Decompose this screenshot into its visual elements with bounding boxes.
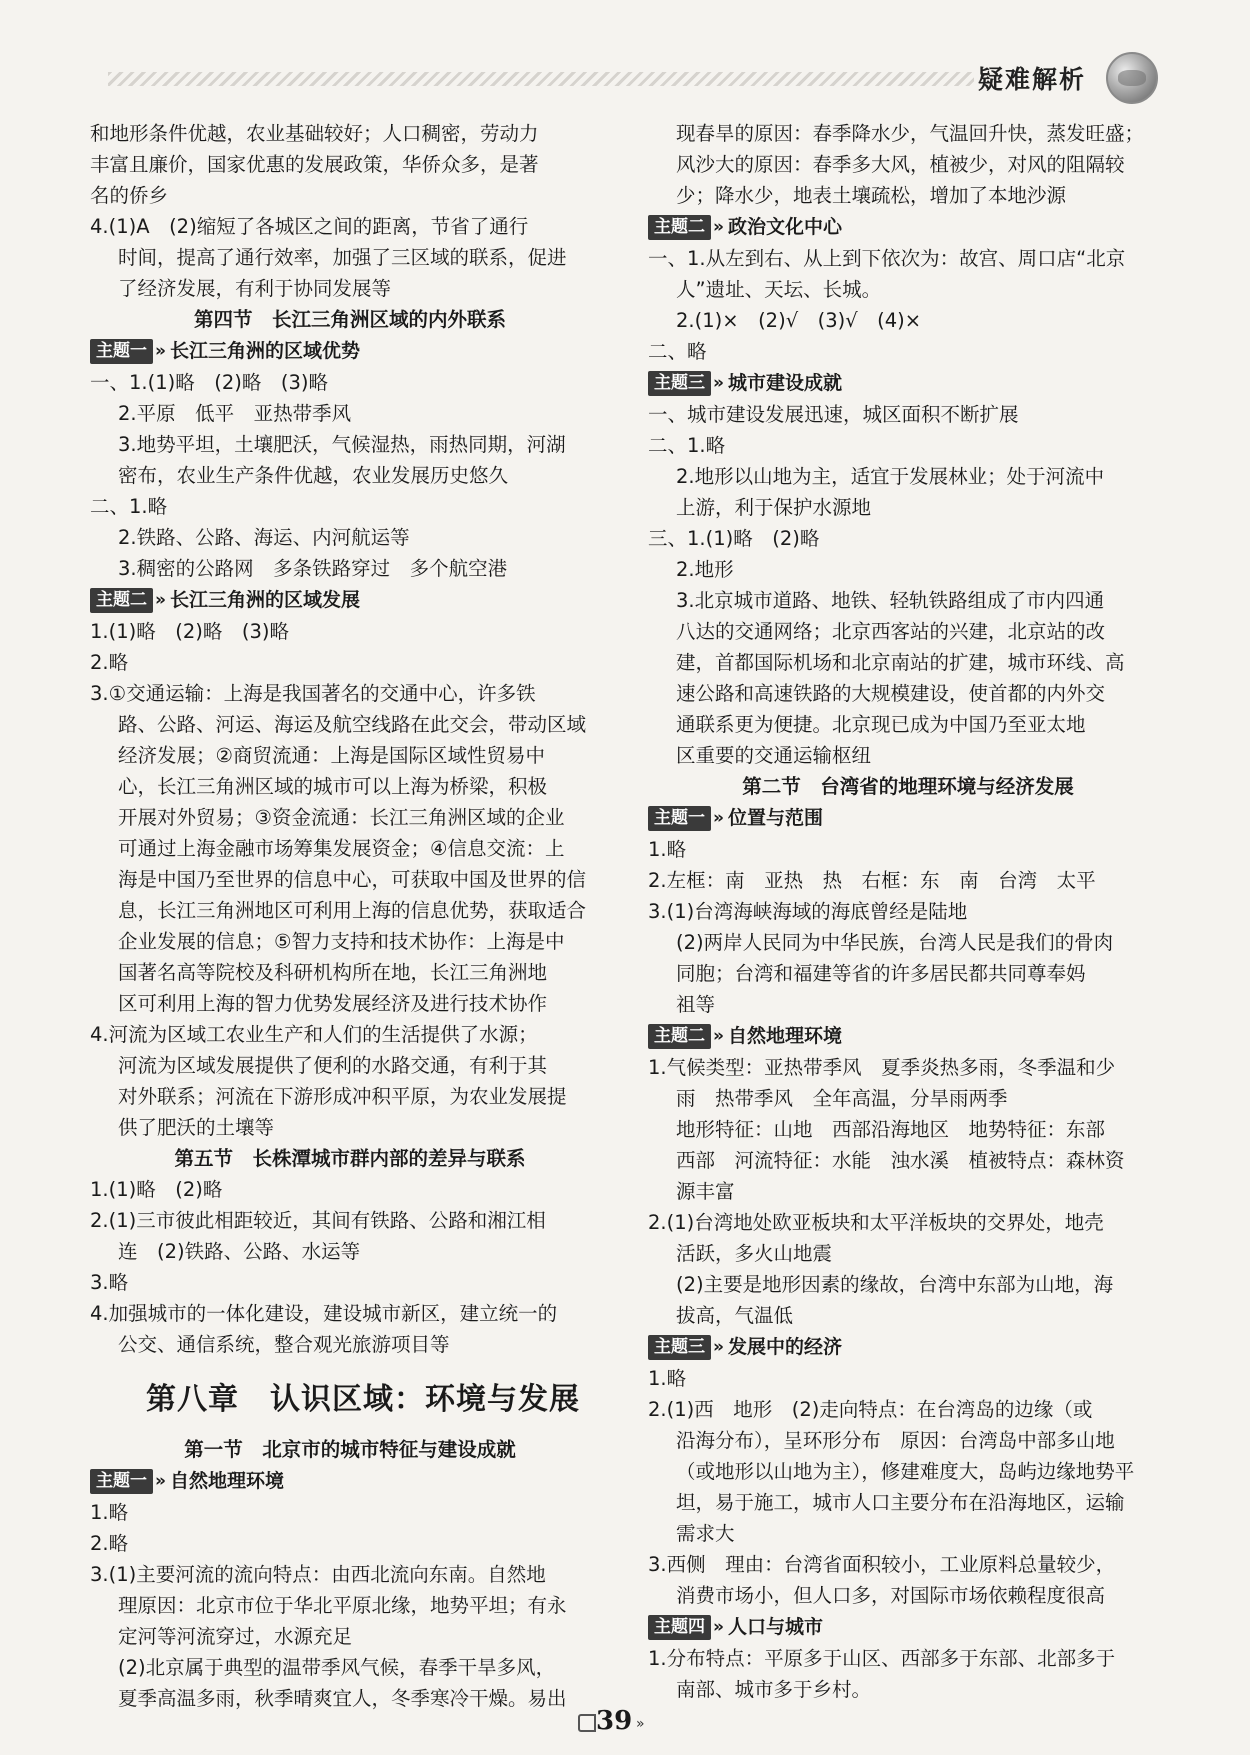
topic-badge: 主题一 <box>90 1469 153 1494</box>
chevron-right-icon: » <box>713 1337 724 1357</box>
topic-heading <box>90 338 610 365</box>
text-line: 开展对外贸易；③资金流通：长江三角洲区域的企业 <box>118 806 565 829</box>
text-line: 连 (2)铁路、公路、水运等 <box>118 1240 361 1263</box>
topic-heading <box>648 370 1168 397</box>
text-line: 1.(1)略 (2)略 (3)略 <box>90 620 289 643</box>
text-line: 1.略 <box>648 838 687 861</box>
text-line: 3.(1)台湾海峡海域的海底曾经是陆地 <box>648 900 968 923</box>
topic-badge: 主题二 <box>90 588 153 613</box>
topic-name: 政治文化中心 <box>727 216 842 238</box>
text-line: 海是中国乃至世界的信息中心，可获取中国及世界的信 <box>118 868 587 891</box>
text-line: 2.略 <box>90 1532 129 1555</box>
chevron-right-icon: » <box>713 1617 724 1637</box>
topic-heading <box>648 1614 1168 1641</box>
topic-heading <box>90 1468 610 1495</box>
topic-heading <box>648 1023 1168 1050</box>
text-line: 2.(1)三市彼此相距较近，其间有铁路、公路和湘江相 <box>90 1209 546 1232</box>
section-title: 第一节 北京市的城市特征与建设成就 <box>184 1438 516 1461</box>
text-line: 供了肥沃的土壤等 <box>118 1116 275 1139</box>
text-line: 3.略 <box>90 1271 129 1294</box>
text-line: 祖等 <box>676 993 716 1016</box>
text-line: 4.加强城市的一体化建设，建设城市新区，建立统一的 <box>90 1302 558 1325</box>
topic-badge: 主题三 <box>648 1335 711 1360</box>
text-line: 2.地形 <box>676 558 734 581</box>
text-line: 速公路和高速铁路的大规模建设，使首都的内外交 <box>676 682 1106 705</box>
topic-name: 自然地理环境 <box>169 1470 284 1492</box>
text-line: 2.略 <box>90 651 129 674</box>
chevron-right-icon: » <box>155 341 166 361</box>
chevron-right-icon: » <box>713 217 724 237</box>
text-line: 时间，提高了通行效率，加强了三区域的联系，促进 <box>118 246 567 269</box>
text-line: 定河等河流穿过，水源充足 <box>118 1625 353 1648</box>
text-line: 3.稠密的公路网 多条铁路穿过 多个航空港 <box>118 557 508 580</box>
text-line: 需求大 <box>676 1522 735 1545</box>
chevron-right-icon: » <box>155 590 166 610</box>
text-line: 一、城市建设发展迅速，城区面积不断扩展 <box>648 403 1019 426</box>
text-line: 消费市场小，但人口多，对国际市场依赖程度很高 <box>676 1584 1106 1607</box>
text-line: 1.(1)略 (2)略 <box>90 1178 223 1201</box>
text-line: 1.略 <box>648 1367 687 1390</box>
right-column <box>648 118 1168 1705</box>
text-line: 南部、城市多于乡村。 <box>676 1678 872 1701</box>
text-line: 企业发展的信息；⑤智力支持和技术协作：上海是中 <box>118 930 565 953</box>
text-line: 路、公路、河运、海运及航空线路在此交会，带动区域 <box>118 713 587 736</box>
text-line: 拔高，气温低 <box>676 1304 794 1327</box>
topic-heading <box>648 214 1168 241</box>
text-line: 2.铁路、公路、海运、内河航运等 <box>118 526 410 549</box>
text-line: 3.地势平坦，土壤肥沃，气候湿热，雨热同期，河湖 <box>118 433 566 456</box>
globe-icon <box>1106 52 1158 104</box>
topic-badge: 主题二 <box>648 215 711 240</box>
text-line: 八达的交通网络；北京西客站的兴建，北京站的改 <box>676 620 1106 643</box>
text-line: 少；降水少，地表土壤疏松，增加了本地沙源 <box>676 184 1067 207</box>
text-line: 2.(1)台湾地处欧亚板块和太平洋板块的交界处，地壳 <box>648 1211 1104 1234</box>
text-line: 3.西侧 理由：台湾省面积较小，工业原料总量较少， <box>648 1553 1116 1576</box>
text-line: 现春旱的原因：春季降水少，气温回升快，蒸发旺盛； <box>676 122 1145 145</box>
text-line: 3.①交通运输：上海是我国著名的交通中心，许多铁 <box>90 682 536 705</box>
text-line: 上游，利于保护水源地 <box>676 496 872 519</box>
text-line: (2)主要是地形因素的缘故，台湾中东部为山地，海 <box>676 1273 1114 1296</box>
text-line: 沿海分布），呈环形分布 原因：台湾岛中部多山地 <box>676 1429 1115 1452</box>
text-line: 建，首都国际机场和北京南站的扩建，城市环线、高 <box>676 651 1125 674</box>
text-line: 源丰富 <box>676 1180 735 1203</box>
topic-name: 自然地理环境 <box>727 1025 842 1047</box>
topic-name: 位置与范围 <box>727 807 823 829</box>
text-line: 活跃，多火山地震 <box>676 1242 833 1265</box>
text-line: 1.气候类型：亚热带季风 夏季炎热多雨，冬季温和少 <box>648 1056 1116 1079</box>
text-line: 通联系更为便捷。北京现已成为中国乃至亚太地 <box>676 713 1086 736</box>
topic-name: 城市建设成就 <box>727 372 842 394</box>
text-line: 雨 热带季风 全年高温，分旱雨两季 <box>676 1087 1008 1110</box>
topic-heading <box>90 587 610 614</box>
header-stripe <box>108 72 974 86</box>
left-column <box>90 118 610 1714</box>
text-line: 坦，易于施工，城市人口主要分布在沿海地区，运输 <box>676 1491 1125 1514</box>
topic-heading <box>648 805 1168 832</box>
topic-name: 发展中的经济 <box>727 1336 842 1358</box>
text-line: 1.分布特点：平原多于山区、西部多于东部、北部多于 <box>648 1647 1116 1670</box>
text-line: 西部 河流特征：水能 浊水溪 植被特点：森林资 <box>676 1149 1125 1172</box>
text-line: 2.左框：南 亚热 热 右框：东 南 台湾 太平 <box>648 869 1096 892</box>
section-title: 第四节 长江三角洲区域的内外联系 <box>193 308 506 331</box>
text-line: 可通过上海金融市场筹集发展资金；④信息交流：上 <box>118 837 565 860</box>
text-line: 2.(1)西 地形 (2)走向特点：在台湾岛的边缘（或 <box>648 1398 1093 1421</box>
text-line: 三、1.(1)略 (2)略 <box>648 527 820 550</box>
chevron-right-icon: » <box>155 1471 166 1491</box>
chevron-right-icon: » <box>713 808 724 828</box>
text-line: 区重要的交通运输枢纽 <box>676 744 872 767</box>
topic-heading <box>648 1334 1168 1361</box>
chevron-right-icon: » <box>713 373 724 393</box>
topic-name: 长江三角洲的区域发展 <box>169 589 360 611</box>
text-line: 二、略 <box>648 340 707 363</box>
text-line: 一、1.(1)略 (2)略 (3)略 <box>90 371 328 394</box>
text-line: 4.河流为区域工农业生产和人们的生活提供了水源； <box>90 1023 538 1046</box>
text-line: (2)北京属于典型的温带季风气候，春季干旱多风， <box>118 1656 556 1679</box>
text-line: 了经济发展，有利于协同发展等 <box>118 277 392 300</box>
text-line: 夏季高温多雨，秋季晴爽宜人，冬季寒冷干燥。易出 <box>118 1687 567 1710</box>
text-line: 丰富且廉价，国家优惠的发展政策，华侨众多，是著 <box>90 153 539 176</box>
text-line: 和地形条件优越，农业基础较好；人口稠密，劳动力 <box>90 122 539 145</box>
text-line: 3.北京城市道路、地铁、轻轨铁路组成了市内四通 <box>676 589 1105 612</box>
topic-badge: 主题一 <box>648 806 711 831</box>
text-line: 人”遗址、天坛、长城。 <box>676 278 882 301</box>
text-line: 对外联系；河流在下游形成冲积平原，为农业发展提 <box>118 1085 567 1108</box>
text-line: 风沙大的原因：春季多大风，植被少，对风的阻隔较 <box>676 153 1125 176</box>
header-title: 疑难解析 <box>978 65 1087 94</box>
text-line: 4.(1)A (2)缩短了各城区之间的距离，节省了通行 <box>90 215 529 238</box>
section-title: 第二节 台湾省的地理环境与经济发展 <box>742 775 1074 798</box>
topic-badge: 主题三 <box>648 371 711 396</box>
text-line: 2.平原 低平 亚热带季风 <box>118 402 352 425</box>
topic-badge: 主题四 <box>648 1615 711 1640</box>
text-line: 一、1.从左到右、从上到下依次为：故宫、周口店“北京 <box>648 247 1126 270</box>
text-line: 心，长江三角洲区域的城市可以上海为桥梁，积极 <box>118 775 548 798</box>
chapter-title: 第八章 认识区域：环境与发展 <box>146 1382 580 1417</box>
text-line: (2)两岸人民同为中华民族，台湾人民是我们的骨肉 <box>676 931 1114 954</box>
text-line: 地形特征：山地 西部沿海地区 地势特征：东部 <box>676 1118 1106 1141</box>
text-line: 经济发展；②商贸流通：上海是国际区域性贸易中 <box>118 744 545 767</box>
text-line: 2.地形以山地为主，适宜于发展林业；处于河流中 <box>676 465 1105 488</box>
chevron-right-icon: » <box>636 1716 645 1732</box>
text-line: 二、1.略 <box>648 434 726 457</box>
section-title: 第五节 长株潭城市群内部的差异与联系 <box>174 1147 526 1170</box>
text-line: 密布，农业生产条件优越，农业发展历史悠久 <box>118 464 509 487</box>
text-line: 理原因：北京市位于华北平原北缘，地势平坦；有永 <box>118 1594 567 1617</box>
topic-name: 长江三角洲的区域优势 <box>169 340 360 362</box>
text-line: 名的侨乡 <box>90 184 169 207</box>
book-icon <box>578 1714 596 1732</box>
topic-badge: 主题二 <box>648 1024 711 1049</box>
text-line: 公交、通信系统，整合观光旅游项目等 <box>118 1333 450 1356</box>
text-line: 1.略 <box>90 1501 129 1524</box>
text-line: 3.(1)主要河流的流向特点：由西北流向东南。自然地 <box>90 1563 546 1586</box>
text-line: 区可利用上海的智力优势发展经济及进行技术协作 <box>118 992 548 1015</box>
text-line: 二、1.略 <box>90 495 168 518</box>
text-line: 息，长江三角洲地区可利用上海的信息优势，获取适合 <box>118 899 587 922</box>
text-line: （或地形以山地为主），修建难度大，岛屿边缘地势平 <box>676 1460 1135 1483</box>
page-number: 39 <box>596 1706 633 1736</box>
topic-badge: 主题一 <box>90 339 153 364</box>
text-line: 国著名高等院校及科研机构所在地，长江三角洲地 <box>118 961 548 984</box>
chevron-right-icon: » <box>713 1026 724 1046</box>
topic-name: 人口与城市 <box>727 1616 823 1638</box>
text-line: 2.(1)× (2)√ (3)√ (4)× <box>676 309 922 332</box>
text-line: 河流为区域发展提供了便利的水路交通，有利于其 <box>118 1054 548 1077</box>
text-line: 同胞；台湾和福建等省的许多居民都共同尊奉妈 <box>676 962 1086 985</box>
